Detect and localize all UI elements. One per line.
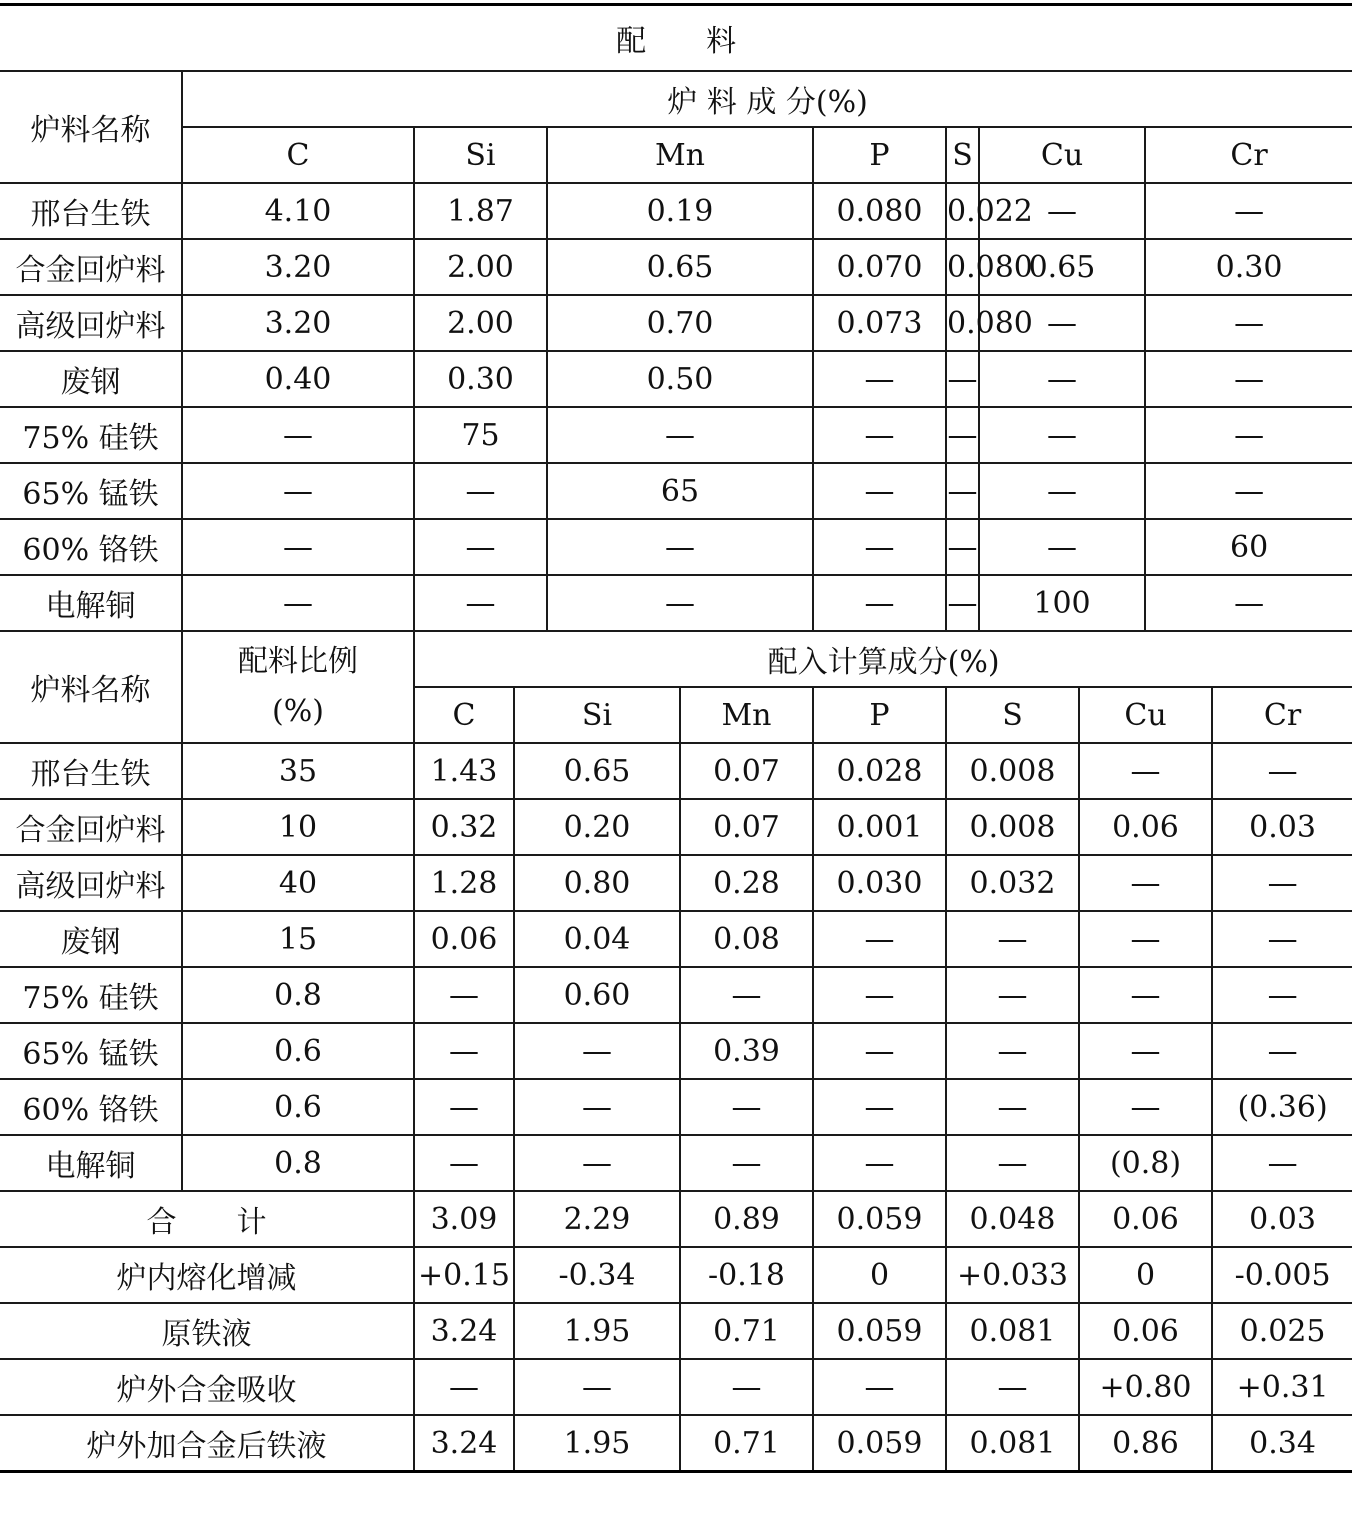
calculated-value: 0.80 xyxy=(514,855,680,911)
composition-value: 2.00 xyxy=(414,239,547,295)
composition-value: 1.87 xyxy=(414,183,547,239)
batch-ratio: 15 xyxy=(182,911,414,967)
header-material-name: 炉料名称 xyxy=(0,71,182,183)
material-name: 邢台生铁 xyxy=(0,183,182,239)
material-name: 废钢 xyxy=(0,911,182,967)
composition-value: 0.30 xyxy=(1145,239,1352,295)
composition-value: — xyxy=(946,519,979,575)
batching-table xyxy=(0,3,1352,1473)
calculated-value: — xyxy=(514,1135,680,1191)
calculated-value: 0.28 xyxy=(680,855,813,911)
header-element: C xyxy=(182,127,414,183)
table-row xyxy=(0,743,1352,799)
material-name: 60% 铬铁 xyxy=(0,519,182,575)
composition-value: — xyxy=(946,575,979,631)
header-element: Mn xyxy=(680,687,813,743)
summary-value: — xyxy=(514,1359,680,1415)
composition-value: — xyxy=(1145,463,1352,519)
composition-value: — xyxy=(979,351,1145,407)
composition-value: — xyxy=(182,407,414,463)
composition-value: — xyxy=(946,351,979,407)
composition-value: — xyxy=(182,519,414,575)
composition-value: 3.20 xyxy=(182,239,414,295)
composition-value: — xyxy=(414,575,547,631)
calculated-value: — xyxy=(414,1079,514,1135)
composition-value: — xyxy=(547,407,813,463)
header-charge-composition: 炉 料 成 分(%) xyxy=(182,71,1352,127)
summary-value: 0.059 xyxy=(813,1303,946,1359)
summary-value: 0.081 xyxy=(946,1303,1079,1359)
calculated-value: — xyxy=(1212,1135,1352,1191)
composition-value: — xyxy=(1145,183,1352,239)
header-element: Cr xyxy=(1212,687,1352,743)
table-title: 配 料 xyxy=(0,5,1352,72)
calculated-value: 0.07 xyxy=(680,799,813,855)
calculated-value: — xyxy=(946,1135,1079,1191)
calculated-value: — xyxy=(946,1023,1079,1079)
calculated-value: — xyxy=(1212,855,1352,911)
summary-value: 0.06 xyxy=(1079,1303,1212,1359)
header-element: Cu xyxy=(979,127,1145,183)
material-name: 高级回炉料 xyxy=(0,855,182,911)
table-row xyxy=(0,1135,1352,1191)
ratio-header-line1: 配料比例 xyxy=(238,644,358,679)
summary-value: 0.34 xyxy=(1212,1415,1352,1472)
composition-value: — xyxy=(182,575,414,631)
summary-value: 2.29 xyxy=(514,1191,680,1247)
calculated-value: — xyxy=(1079,911,1212,967)
material-name: 60% 铬铁 xyxy=(0,1079,182,1135)
summary-value: 0.71 xyxy=(680,1415,813,1472)
header-element: Mn xyxy=(547,127,813,183)
material-name: 电解铜 xyxy=(0,1135,182,1191)
calculated-value: (0.36) xyxy=(1212,1079,1352,1135)
calculated-value: 0.65 xyxy=(514,743,680,799)
composition-value: 60 xyxy=(1145,519,1352,575)
composition-value: 3.20 xyxy=(182,295,414,351)
batch-ratio: 0.8 xyxy=(182,1135,414,1191)
composition-value: 65 xyxy=(547,463,813,519)
calculated-value: — xyxy=(946,911,1079,967)
summary-row xyxy=(0,1415,1352,1472)
composition-value: — xyxy=(813,575,946,631)
summary-value: 0.048 xyxy=(946,1191,1079,1247)
calculated-value: — xyxy=(680,1079,813,1135)
calculated-value: 1.43 xyxy=(414,743,514,799)
header-element: P xyxy=(813,127,946,183)
material-name: 合金回炉料 xyxy=(0,239,182,295)
summary-row xyxy=(0,1247,1352,1303)
summary-value: 0.03 xyxy=(1212,1191,1352,1247)
table-row xyxy=(0,351,1352,407)
calculated-value: — xyxy=(813,1079,946,1135)
header-material-name: 炉料名称 xyxy=(0,631,182,743)
material-name: 75% 硅铁 xyxy=(0,967,182,1023)
composition-value: — xyxy=(979,463,1145,519)
composition-value: — xyxy=(813,463,946,519)
batch-ratio: 35 xyxy=(182,743,414,799)
calculated-value: — xyxy=(414,1135,514,1191)
calculated-value: 0.008 xyxy=(946,743,1079,799)
summary-value: -0.005 xyxy=(1212,1247,1352,1303)
table-row xyxy=(0,575,1352,631)
composition-value: — xyxy=(813,519,946,575)
summary-value: +0.80 xyxy=(1079,1359,1212,1415)
summary-value: 0.059 xyxy=(813,1415,946,1472)
summary-label: 炉内熔化增减 xyxy=(0,1247,414,1303)
calculated-value: — xyxy=(813,1135,946,1191)
composition-value: — xyxy=(1145,295,1352,351)
summary-value: 0.86 xyxy=(1079,1415,1212,1472)
summary-value: -0.18 xyxy=(680,1247,813,1303)
composition-value: — xyxy=(979,183,1145,239)
summary-value: 0.081 xyxy=(946,1415,1079,1472)
batch-ratio: 0.6 xyxy=(182,1023,414,1079)
calculated-value: — xyxy=(1212,743,1352,799)
composition-value: — xyxy=(1145,575,1352,631)
calculated-value: — xyxy=(1079,1079,1212,1135)
batch-ratio: 0.6 xyxy=(182,1079,414,1135)
summary-value: 0 xyxy=(1079,1247,1212,1303)
composition-value: — xyxy=(1145,351,1352,407)
table-row xyxy=(0,519,1352,575)
composition-value: 0.070 xyxy=(813,239,946,295)
summary-value: 0 xyxy=(813,1247,946,1303)
calculated-value: — xyxy=(414,1023,514,1079)
composition-value: 75 xyxy=(414,407,547,463)
composition-value: — xyxy=(813,351,946,407)
summary-label: 炉外合金吸收 xyxy=(0,1359,414,1415)
summary-value: 1.95 xyxy=(514,1415,680,1472)
composition-value: — xyxy=(414,519,547,575)
calculated-value: — xyxy=(1212,1023,1352,1079)
calculated-value: 0.001 xyxy=(813,799,946,855)
calculated-value: 0.60 xyxy=(514,967,680,1023)
calculated-value: 0.032 xyxy=(946,855,1079,911)
table-row xyxy=(0,1023,1352,1079)
summary-value: 3.24 xyxy=(414,1415,514,1472)
composition-value: — xyxy=(414,463,547,519)
composition-value: 0.70 xyxy=(547,295,813,351)
calculated-value: 0.06 xyxy=(414,911,514,967)
header-element: Cu xyxy=(1079,687,1212,743)
composition-value: 0.40 xyxy=(182,351,414,407)
composition-value: 0.080 xyxy=(813,183,946,239)
summary-label: 炉外加合金后铁液 xyxy=(0,1415,414,1472)
calculated-value: — xyxy=(414,967,514,1023)
calculated-value: — xyxy=(514,1079,680,1135)
calculated-value: 0.04 xyxy=(514,911,680,967)
material-name: 电解铜 xyxy=(0,575,182,631)
composition-value: 0.65 xyxy=(547,239,813,295)
calculated-value: — xyxy=(813,1023,946,1079)
summary-label: 合 计 xyxy=(0,1191,414,1247)
material-name: 废钢 xyxy=(0,351,182,407)
calculated-value: 0.32 xyxy=(414,799,514,855)
calculated-value: — xyxy=(1079,855,1212,911)
calculated-value: — xyxy=(946,967,1079,1023)
header-element: P xyxy=(813,687,946,743)
summary-value: +0.033 xyxy=(946,1247,1079,1303)
material-name: 65% 锰铁 xyxy=(0,1023,182,1079)
table-row xyxy=(0,295,1352,351)
batch-ratio: 10 xyxy=(182,799,414,855)
composition-value: — xyxy=(1145,407,1352,463)
summary-value: 0.06 xyxy=(1079,1191,1212,1247)
material-name: 高级回炉料 xyxy=(0,295,182,351)
summary-value: — xyxy=(414,1359,514,1415)
calculated-value: — xyxy=(813,967,946,1023)
summary-value: -0.34 xyxy=(514,1247,680,1303)
composition-value: 0.073 xyxy=(813,295,946,351)
calculated-value: 0.030 xyxy=(813,855,946,911)
calculated-value: — xyxy=(1079,743,1212,799)
composition-value: — xyxy=(946,463,979,519)
composition-value: 4.10 xyxy=(182,183,414,239)
calculated-value: — xyxy=(1212,911,1352,967)
composition-value: — xyxy=(182,463,414,519)
composition-value: — xyxy=(547,519,813,575)
summary-value: +0.31 xyxy=(1212,1359,1352,1415)
composition-value: — xyxy=(979,407,1145,463)
summary-value: 0.89 xyxy=(680,1191,813,1247)
calculated-value: — xyxy=(1079,1023,1212,1079)
table-row xyxy=(0,1079,1352,1135)
table-row xyxy=(0,463,1352,519)
calculated-value: — xyxy=(680,1135,813,1191)
summary-value: 0.059 xyxy=(813,1191,946,1247)
summary-row xyxy=(0,1359,1352,1415)
header-calculated-composition: 配入计算成分(%) xyxy=(414,631,1352,687)
material-name: 合金回炉料 xyxy=(0,799,182,855)
composition-value: 2.00 xyxy=(414,295,547,351)
header-element: Si xyxy=(414,127,547,183)
calculated-value: 0.06 xyxy=(1079,799,1212,855)
summary-value: — xyxy=(813,1359,946,1415)
composition-value: 100 xyxy=(979,575,1145,631)
table-row xyxy=(0,911,1352,967)
calculated-value: — xyxy=(1212,967,1352,1023)
summary-row xyxy=(0,1303,1352,1359)
table-row xyxy=(0,239,1352,295)
summary-value: 1.95 xyxy=(514,1303,680,1359)
composition-value: 0.30 xyxy=(414,351,547,407)
header-element: S xyxy=(946,127,979,183)
composition-value: — xyxy=(547,575,813,631)
batch-ratio: 40 xyxy=(182,855,414,911)
calculated-value: — xyxy=(1079,967,1212,1023)
table-row xyxy=(0,855,1352,911)
table-row xyxy=(0,967,1352,1023)
summary-value: — xyxy=(946,1359,1079,1415)
ratio-header-line2: (%) xyxy=(272,694,324,729)
calculated-value: — xyxy=(813,911,946,967)
header-element: S xyxy=(946,687,1079,743)
material-name: 邢台生铁 xyxy=(0,743,182,799)
composition-value: 0.19 xyxy=(547,183,813,239)
calculated-value: 1.28 xyxy=(414,855,514,911)
calculated-value: — xyxy=(680,967,813,1023)
composition-value: 0.65 xyxy=(979,239,1145,295)
calculated-value: 0.008 xyxy=(946,799,1079,855)
composition-value: — xyxy=(979,295,1145,351)
composition-value: — xyxy=(946,407,979,463)
material-name: 75% 硅铁 xyxy=(0,407,182,463)
calculated-value: 0.07 xyxy=(680,743,813,799)
batch-ratio: 0.8 xyxy=(182,967,414,1023)
summary-row xyxy=(0,1191,1352,1247)
header-element: C xyxy=(414,687,514,743)
table-row xyxy=(0,799,1352,855)
calculated-value: (0.8) xyxy=(1079,1135,1212,1191)
calculated-value: 0.20 xyxy=(514,799,680,855)
table-row xyxy=(0,183,1352,239)
calculated-value: — xyxy=(514,1023,680,1079)
material-name: 65% 锰铁 xyxy=(0,463,182,519)
summary-value: 3.24 xyxy=(414,1303,514,1359)
calculated-value: — xyxy=(946,1079,1079,1135)
composition-value: 0.022 xyxy=(946,183,979,239)
composition-value: 0.080 xyxy=(946,239,979,295)
header-element: Si xyxy=(514,687,680,743)
summary-label: 原铁液 xyxy=(0,1303,414,1359)
calculated-value: 0.03 xyxy=(1212,799,1352,855)
summary-value: 3.09 xyxy=(414,1191,514,1247)
composition-value: 0.50 xyxy=(547,351,813,407)
composition-value: — xyxy=(979,519,1145,575)
header-ratio xyxy=(182,631,414,743)
calculated-value: 0.028 xyxy=(813,743,946,799)
calculated-value: 0.39 xyxy=(680,1023,813,1079)
summary-value: — xyxy=(680,1359,813,1415)
table-row xyxy=(0,407,1352,463)
composition-value: 0.080 xyxy=(946,295,979,351)
header-element: Cr xyxy=(1145,127,1352,183)
summary-value: 0.71 xyxy=(680,1303,813,1359)
summary-value: 0.025 xyxy=(1212,1303,1352,1359)
calculated-value: 0.08 xyxy=(680,911,813,967)
composition-value: — xyxy=(813,407,946,463)
summary-value: +0.15 xyxy=(414,1247,514,1303)
